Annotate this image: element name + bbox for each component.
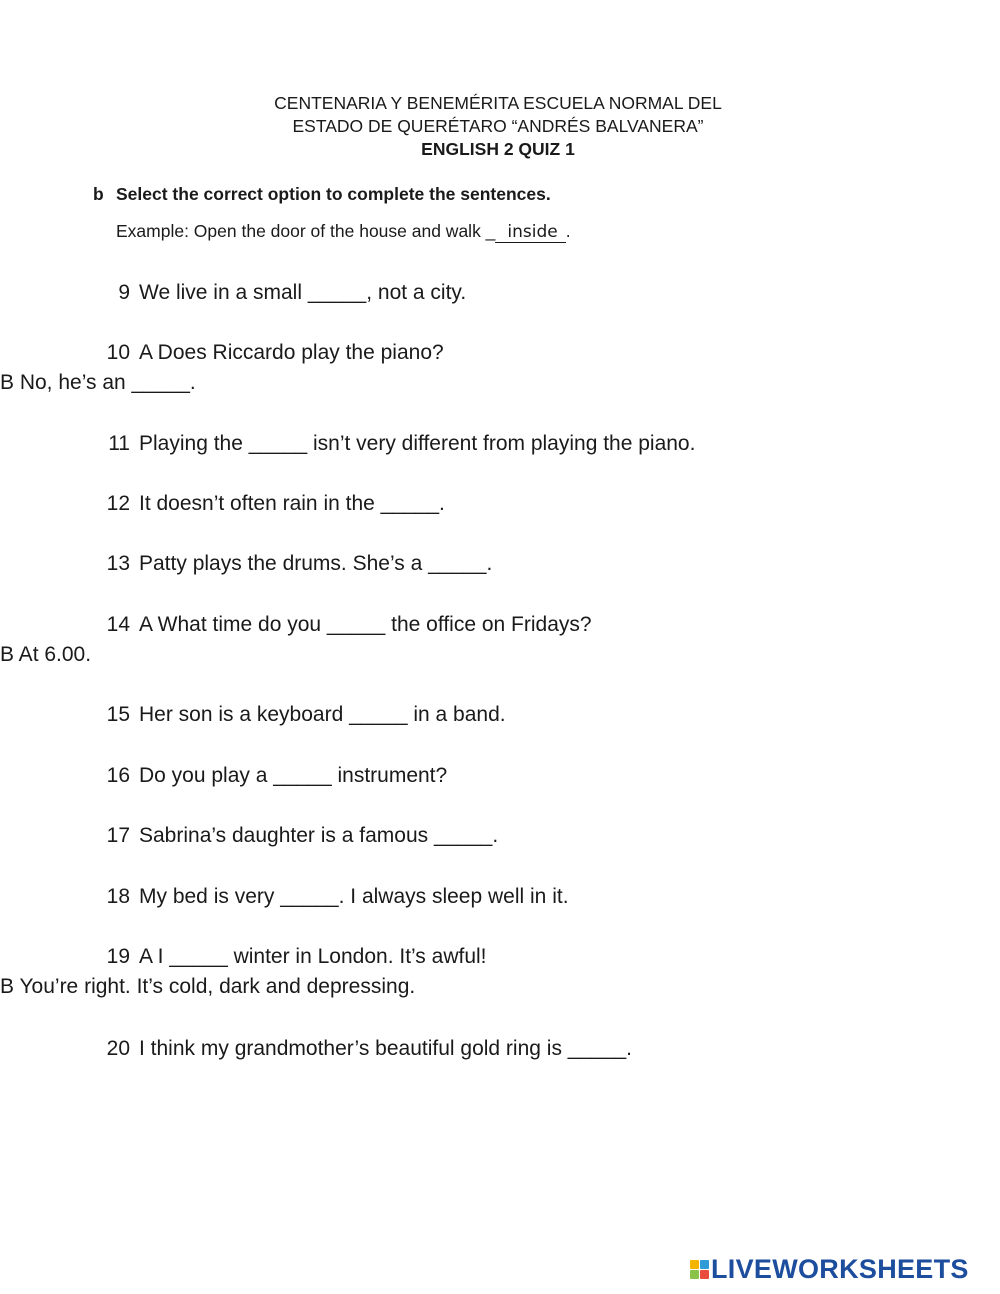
- question-text: Playing the _____ isn’t very different from playing the piano.: [139, 432, 696, 455]
- question-text: We live in a small _____, not a city.: [139, 281, 467, 304]
- question-item: [0, 338, 444, 368]
- question-text: B At 6.00.: [0, 643, 92, 666]
- question-item: [0, 700, 506, 730]
- question-item: [0, 429, 695, 459]
- question-item: [0, 942, 487, 972]
- question-item: [0, 882, 569, 912]
- question-number: 18: [106, 885, 130, 908]
- quiz-title: ENGLISH 2 QUIZ 1: [421, 139, 575, 159]
- school-name-line-1: CENTENARIA Y BENEMÉRITA ESCUELA NORMAL DEL: [274, 93, 722, 113]
- question-text: I think my grandmother’s beautiful gold ring is _____.: [139, 1037, 633, 1060]
- question-text: B No, he’s an _____.: [0, 371, 196, 394]
- logo-text: LIVEWORKSHEETS: [711, 1253, 969, 1284]
- question-item: [0, 1034, 632, 1064]
- question-text: Sabrina’s daughter is a famous _____.: [139, 824, 499, 847]
- question-item-line: [0, 640, 91, 670]
- question-item-line: [0, 972, 415, 1002]
- example-sentence: [116, 221, 571, 243]
- question-text: A Does Riccardo play the piano?: [139, 341, 444, 364]
- question-number: 10: [106, 341, 130, 364]
- question-number: 15: [106, 703, 130, 726]
- example-end: .: [565, 221, 571, 241]
- example-text: Example: Open the door of the house and walk _: [116, 221, 496, 241]
- example-answer: inside: [495, 223, 565, 243]
- question-number: 9: [118, 281, 130, 304]
- question-text: Her son is a keyboard _____ in a band.: [139, 703, 506, 726]
- question-number: 12: [106, 492, 130, 515]
- question-number: 14: [106, 613, 130, 636]
- question-number: 17: [106, 824, 130, 847]
- question-number: 13: [106, 552, 130, 575]
- document-header: [0, 92, 996, 161]
- question-text: A I _____ winter in London. It’s awful!: [139, 945, 487, 968]
- school-name-line-2: ESTADO DE QUERÉTARO “ANDRÉS BALVANERA”: [292, 116, 704, 136]
- question-item: [0, 489, 445, 519]
- question-text: Do you play a _____ instrument?: [139, 764, 448, 787]
- instruction: [93, 184, 551, 205]
- question-item: [0, 549, 492, 579]
- question-number: 19: [106, 945, 130, 968]
- question-text: It doesn’t often rain in the _____.: [139, 492, 445, 515]
- question-number: 20: [106, 1037, 130, 1060]
- question-number: 11: [108, 432, 130, 455]
- question-item: [0, 610, 592, 640]
- question-text: Patty plays the drums. She’s a _____.: [139, 552, 493, 575]
- question-text: A What time do you _____ the office on Fridays?: [139, 613, 592, 636]
- question-text: My bed is very _____. I always sleep well in it.: [139, 885, 569, 908]
- logo-tiles-icon: [690, 1260, 709, 1279]
- question-item: [0, 821, 498, 851]
- liveworksheets-logo: [690, 1254, 969, 1284]
- question-item: [0, 278, 466, 308]
- question-item: [0, 761, 447, 791]
- question-number: 16: [106, 764, 130, 787]
- section-letter: b: [93, 184, 104, 204]
- question-text: B You’re right. It’s cold, dark and depressing.: [0, 975, 416, 998]
- question-item-line: [0, 368, 196, 398]
- instruction-text: Select the correct option to complete the sentences.: [116, 184, 551, 204]
